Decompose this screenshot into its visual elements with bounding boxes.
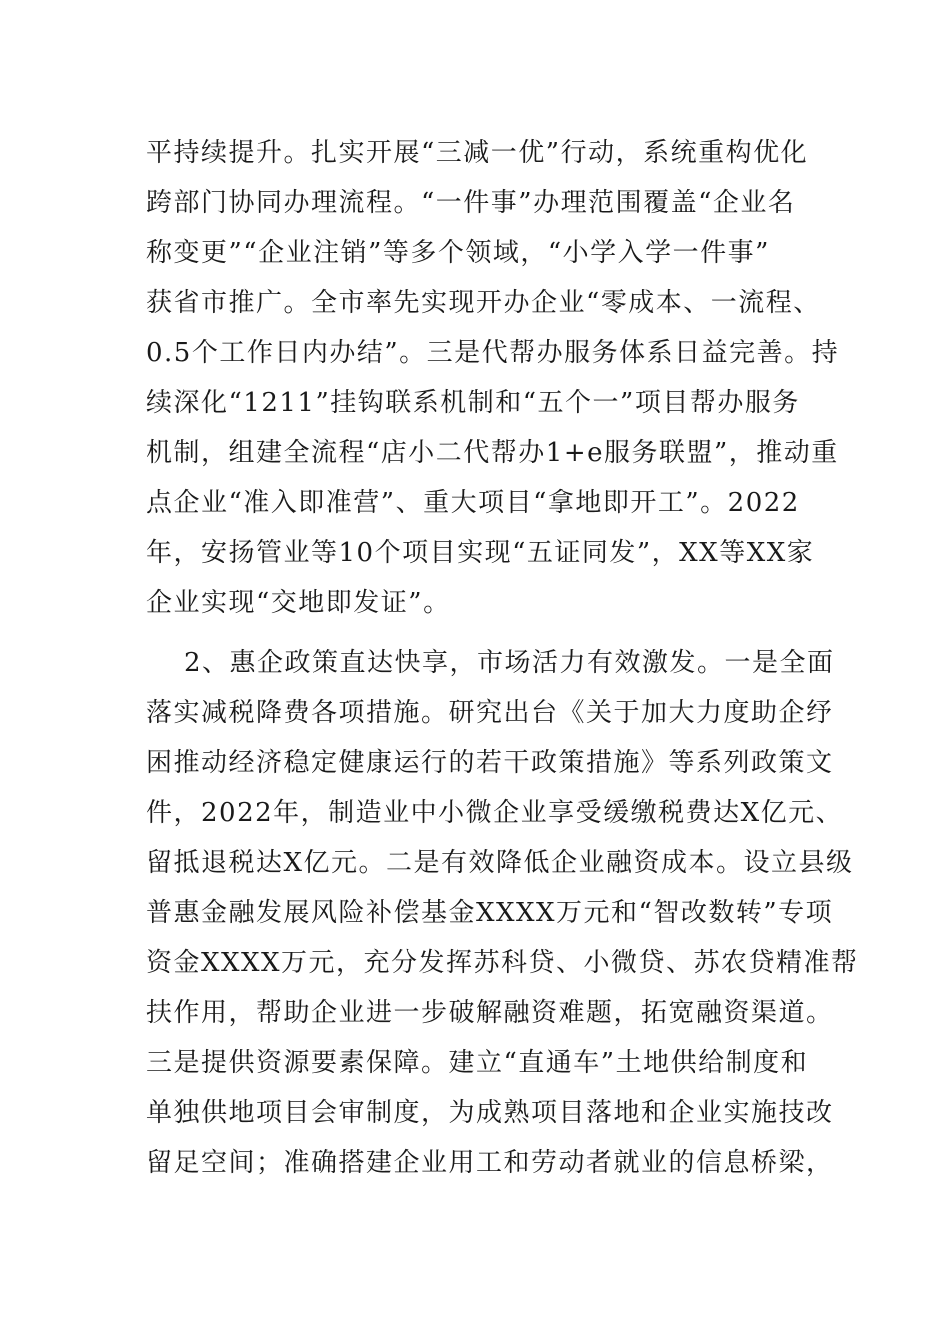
text-line: 困推动经济稳定健康运行的若干政策措施》等系列政策文 [146,748,834,778]
text-line: 跨部门协同办理流程。“一件事”办理范围覆盖“企业名 [146,188,796,218]
text-line: 三是提供资源要素保障。建立“直通车”土地供给制度和 [146,1048,809,1078]
text-line: 单独供地项目会审制度，为成熟项目落地和企业实施技改 [146,1098,834,1128]
text-line: 机制，组建全流程“店小二代帮办1+e服务联盟”，推动重 [146,438,839,468]
text-line: 留抵退税达X亿元。二是有效降低企业融资成本。设立县级 [146,848,854,878]
text-line: 资金XXXX万元，充分发挥苏科贷、小微贷、苏农贷精准帮 [146,948,859,978]
text-line: 件，2022年，制造业中小微企业享受缓缴税费达X亿元、 [146,798,844,828]
text-line: 扶作用，帮助企业进一步破解融资难题，拓宽融资渠道。 [146,998,834,1028]
paragraph-first-line: 2、惠企政策直达快享，市场活力有效激发。一是全面 [184,648,835,678]
text-line: 年，安扬管业等10个项目实现“五证同发”，XX等XX家 [146,538,815,568]
text-line: 获省市推广。全市率先实现开办企业“零成本、一流程、 [146,288,821,318]
text-line: 普惠金融发展风险补偿基金XXXX万元和“智改数转”专项 [146,898,834,928]
text-line: 落实减税降费各项措施。研究出台《关于加大力度助企纾 [146,698,834,728]
text-line: 点企业“准入即准营”、重大项目“拿地即开工”。2022 [146,488,800,518]
text-line: 0.5个工作日内办结”。三是代帮办服务体系日益完善。持 [146,338,840,368]
text-line: 留足空间；准确搭建企业用工和劳动者就业的信息桥梁， [146,1148,834,1178]
text-line: 称变更”“企业注销”等多个领域，“小学入学一件事” [146,238,770,268]
text-line: 企业实现“交地即发证”。 [146,588,451,618]
text-line: 续深化“1211”挂钩联系机制和“五个一”项目帮办服务 [146,388,800,418]
text-line: 平持续提升。扎实开展“三减一优”行动，系统重构优化 [146,138,809,168]
